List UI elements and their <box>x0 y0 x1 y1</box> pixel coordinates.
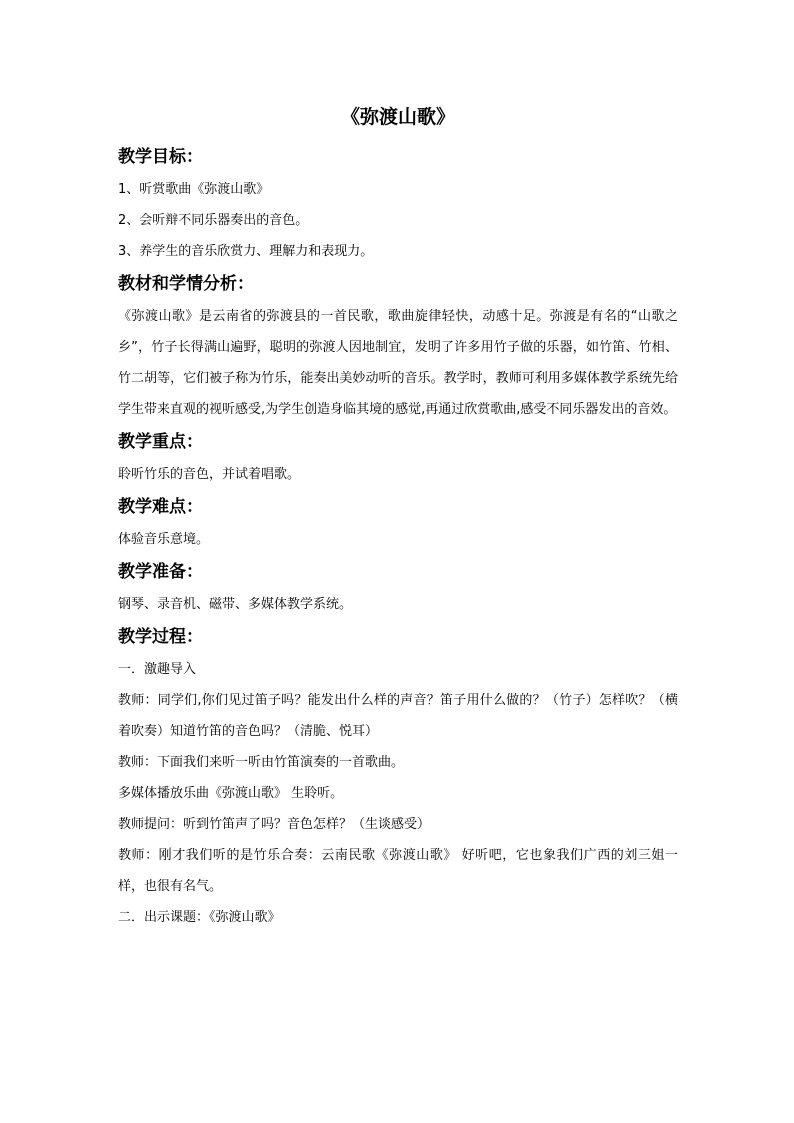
analysis-heading: 教材和学情分析： <box>118 274 254 294</box>
preparation-paragraph: 钢琴、录音机、磁带、多媒体教学系统。 <box>118 597 353 612</box>
process-line: 教师提问：听到竹笛声了吗？音色怎样？（生谈感受） <box>118 817 431 832</box>
process-section <box>118 620 678 933</box>
difficulty-section <box>118 490 678 555</box>
analysis-paragraph: 《弥渡山歌》是云南省的弥渡县的一首民歌，歌曲旋律轻快，动感十足。弥渡是有名的“山歌之乡”，竹子长得满山遍野，聪明的弥渡人因地制宜，发明了许多用竹子做的乐器，如竹笛、竹相、竹二胡等，它们被子称为竹乐，能奏出美妙动听的音乐。教学时，教师可利用多媒体教学系统先给学生带来直观的视听感受,为学生创造身临其境的感觉,再通过欣赏歌曲,感受不同乐器发出的音效。 <box>118 309 678 417</box>
keypoint-paragraph: 聆听竹乐的音色，并试着唱歌。 <box>118 467 301 482</box>
difficulty-paragraph: 体验音乐意境。 <box>118 532 210 547</box>
document-title: 《弥渡山歌》 <box>340 106 455 128</box>
document-page <box>118 100 678 933</box>
preparation-section <box>118 555 678 620</box>
process-line: 一．激趣导入 <box>118 662 197 677</box>
objectives-heading: 教学目标： <box>118 147 203 167</box>
objectives-section <box>118 140 678 267</box>
preparation-heading: 教学准备： <box>118 562 203 582</box>
process-line: 教师：刚才我们听的是竹乐合奏：云南民歌《弥渡山歌》 好听吧，它也象我们广西的刘三姐一样，也很有名气。 <box>118 848 678 894</box>
process-line: 教师：下面我们来听一听由竹笛演奏的一首歌曲。 <box>118 755 405 770</box>
analysis-section <box>118 267 678 425</box>
objective-item: 3、养学生的音乐欣赏力、理解力和表现力。 <box>118 244 374 259</box>
keypoint-section <box>118 425 678 490</box>
process-heading: 教学过程： <box>118 627 203 647</box>
objective-item: 2、会听辩不同乐器奏出的音色。 <box>118 213 309 228</box>
keypoint-heading: 教学重点： <box>118 432 203 452</box>
process-line: 二．出示课题：《弥渡山歌》 <box>118 910 281 925</box>
objective-item: 1、听赏歌曲《弥渡山歌》 <box>118 182 270 197</box>
process-line: 教师：同学们,你们见过笛子吗？能发出什么样的声音？笛子用什么做的？（竹子）怎样吹？（横着吹奏）知道竹笛的音色吗？（清脆、悦耳） <box>118 693 678 739</box>
process-line: 多媒体播放乐曲《弥渡山歌》 生聆听。 <box>118 786 344 801</box>
difficulty-heading: 教学难点： <box>118 497 203 517</box>
